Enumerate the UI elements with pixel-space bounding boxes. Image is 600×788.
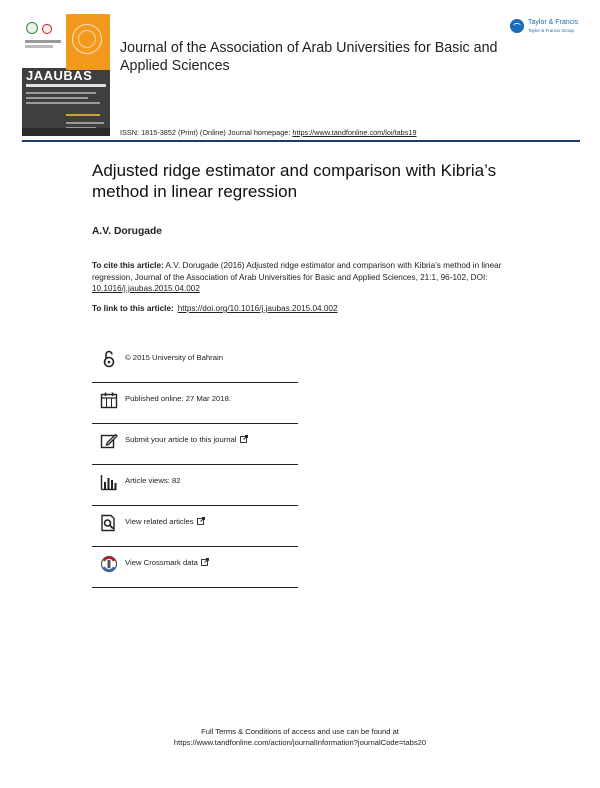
row-divider <box>92 587 298 588</box>
article-views-text: Article views: 82 <box>125 476 181 485</box>
search-document-icon <box>100 514 118 532</box>
info-row-crossmark[interactable] <box>92 548 298 588</box>
info-row-published <box>92 384 298 424</box>
footer-terms-text: Full Terms & Conditions of access and use can be found at <box>201 727 399 736</box>
cover-seal-caption-2 <box>25 45 53 48</box>
row-divider <box>92 464 298 465</box>
external-link-icon <box>240 435 248 443</box>
article-title: Adjusted ridge estimator and comparison with Kibria’s method in linear regression <box>92 161 497 201</box>
info-row-views <box>92 466 298 506</box>
citation-label: To cite this article: <box>92 261 164 270</box>
citation-doi-link[interactable]: 10.1016/j.jaubas.2015.04.002 <box>92 284 200 293</box>
cover-bottom-stripe <box>22 128 110 136</box>
row-divider <box>92 546 298 547</box>
publisher-name: Taylor & Francis <box>528 19 579 26</box>
publisher-logo-icon <box>510 19 524 33</box>
crossmark-icon <box>100 555 118 573</box>
issn-line <box>120 128 417 137</box>
edit-icon <box>100 432 118 450</box>
journal-cover-image <box>22 14 110 136</box>
cover-seal-red <box>42 24 52 34</box>
issn-text: ISSN: 1815-3852 (Print) (Online) Journal homepage: <box>120 128 293 137</box>
journal-homepage-link[interactable]: https://www.tandfonline.com/loi/tabs19 <box>292 128 417 137</box>
calendar-icon <box>100 391 118 409</box>
external-link-icon <box>201 558 209 566</box>
info-row-related[interactable] <box>92 507 298 547</box>
row-divider <box>92 423 298 424</box>
row-divider <box>92 505 298 506</box>
external-link-icon <box>197 517 205 525</box>
related-articles-label: View related articles <box>125 517 194 526</box>
related-articles-link[interactable] <box>125 517 205 526</box>
cover-brand: JAAUBAS <box>26 68 93 83</box>
article-link-label: To link to this article: <box>92 304 174 313</box>
header-divider <box>22 140 580 142</box>
copyright-text: © 2015 University of Bahrain <box>125 353 223 362</box>
cover-line <box>26 97 88 99</box>
citation-block <box>92 260 512 295</box>
footer-terms <box>0 726 600 748</box>
bar-chart-icon <box>100 473 118 491</box>
citation-text: A.V. Dorugade (2016) Adjusted ridge estimator and comparison with Kibria’s method in linear regression, Journal of the Association of Arab Universities for Basic and Applied Sciences, 21:1, 96-102, DOI: <box>92 261 502 282</box>
footer-terms-link[interactable]: https://www.tandfonline.com/action/journalInformation?journalCode=tabs20 <box>173 738 427 747</box>
cover-line <box>26 92 96 94</box>
crossmark-link[interactable] <box>125 558 209 567</box>
article-author: A.V. Dorugade <box>92 226 162 237</box>
cover-orbit-graphic-inner <box>78 30 96 48</box>
cover-seal-caption <box>25 40 61 43</box>
publisher-logo[interactable] <box>510 17 582 37</box>
article-link-line <box>92 304 338 313</box>
cover-line <box>66 114 100 116</box>
publisher-subname: Taylor & Francis Group <box>528 28 575 33</box>
info-row-copyright <box>92 343 298 383</box>
crossmark-label: View Crossmark data <box>125 558 198 567</box>
article-doi-link[interactable]: https://doi.org/10.1016/j.jaubas.2015.04.002 <box>177 304 338 313</box>
row-divider <box>92 382 298 383</box>
submit-article-link[interactable] <box>125 435 248 444</box>
open-access-icon <box>100 350 118 368</box>
cover-line <box>26 102 100 104</box>
info-row-submit[interactable] <box>92 425 298 465</box>
cover-seal-green <box>26 22 38 34</box>
published-date-text: Published online: 27 Mar 2018. <box>125 394 231 403</box>
cover-line <box>66 122 104 124</box>
journal-title: Journal of the Association of Arab Universities for Basic and Applied Sciences <box>120 40 498 74</box>
cover-title-bar <box>26 84 106 87</box>
submit-article-label: Submit your article to this journal <box>125 435 237 444</box>
